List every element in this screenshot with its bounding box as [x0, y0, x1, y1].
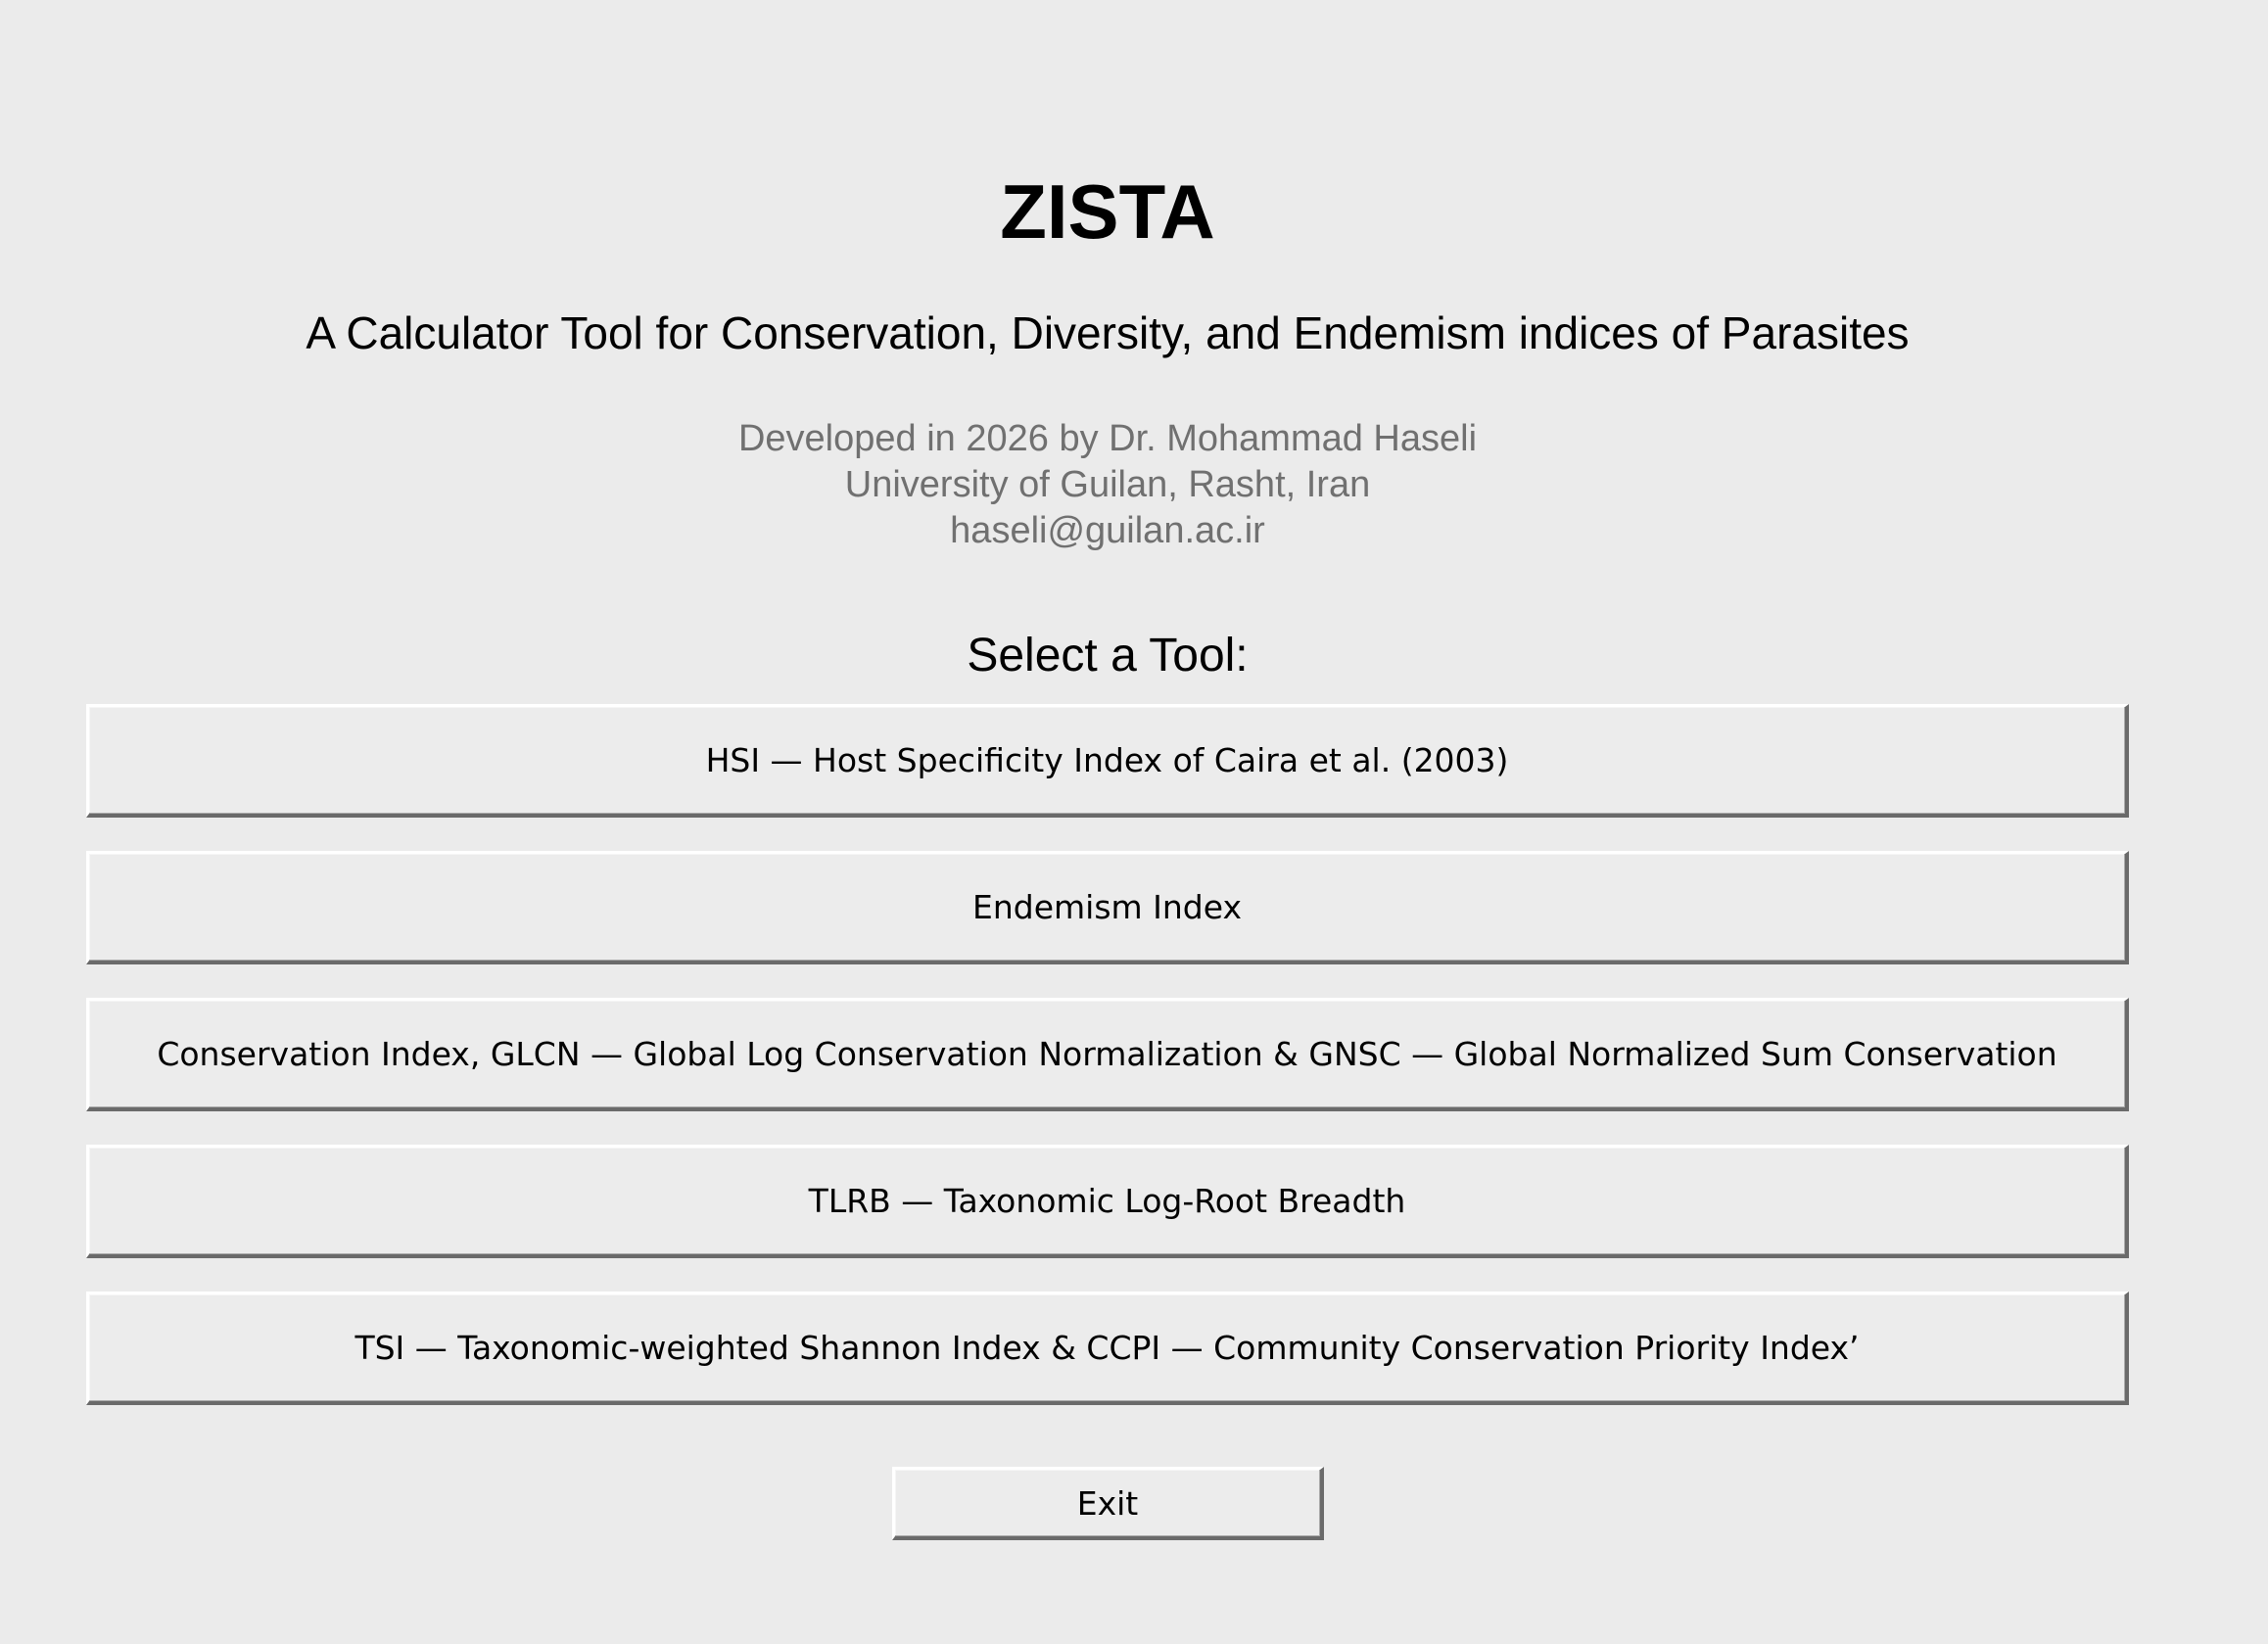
endemism-index-button[interactable]: Endemism Index	[86, 851, 2129, 964]
hsi-tool-button[interactable]: HSI — Host Specificity Index of Caira et al. (2003)	[86, 704, 2129, 818]
conservation-index-button[interactable]: Conservation Index, GLCN — Global Log Conservation Normalization & GNSC — Global Normalized Sum Conservation	[86, 998, 2129, 1111]
app-subtitle: A Calculator Tool for Conservation, Diversity, and Endemism indices of Parasites	[306, 307, 1910, 358]
credits-email: haseli@guilan.ac.ir	[950, 510, 1265, 551]
tlrb-tool-button[interactable]: TLRB — Taxonomic Log-Root Breadth	[86, 1145, 2129, 1258]
exit-button[interactable]: Exit	[892, 1467, 1324, 1540]
app-title: ZISTA	[1000, 168, 1215, 255]
credits-developer: Developed in 2026 by Dr. Mohammad Haseli	[737, 418, 1478, 459]
credits-affiliation: University of Guilan, Rasht, Iran	[844, 464, 1371, 505]
credits-block	[0, 416, 2215, 554]
tsi-ccpi-tool-button[interactable]: TSI — Taxonomic-weighted Shannon Index & CCPI — Community Conservation Priority Index’	[86, 1292, 2129, 1405]
select-tool-heading: Select a Tool:	[967, 630, 1249, 681]
